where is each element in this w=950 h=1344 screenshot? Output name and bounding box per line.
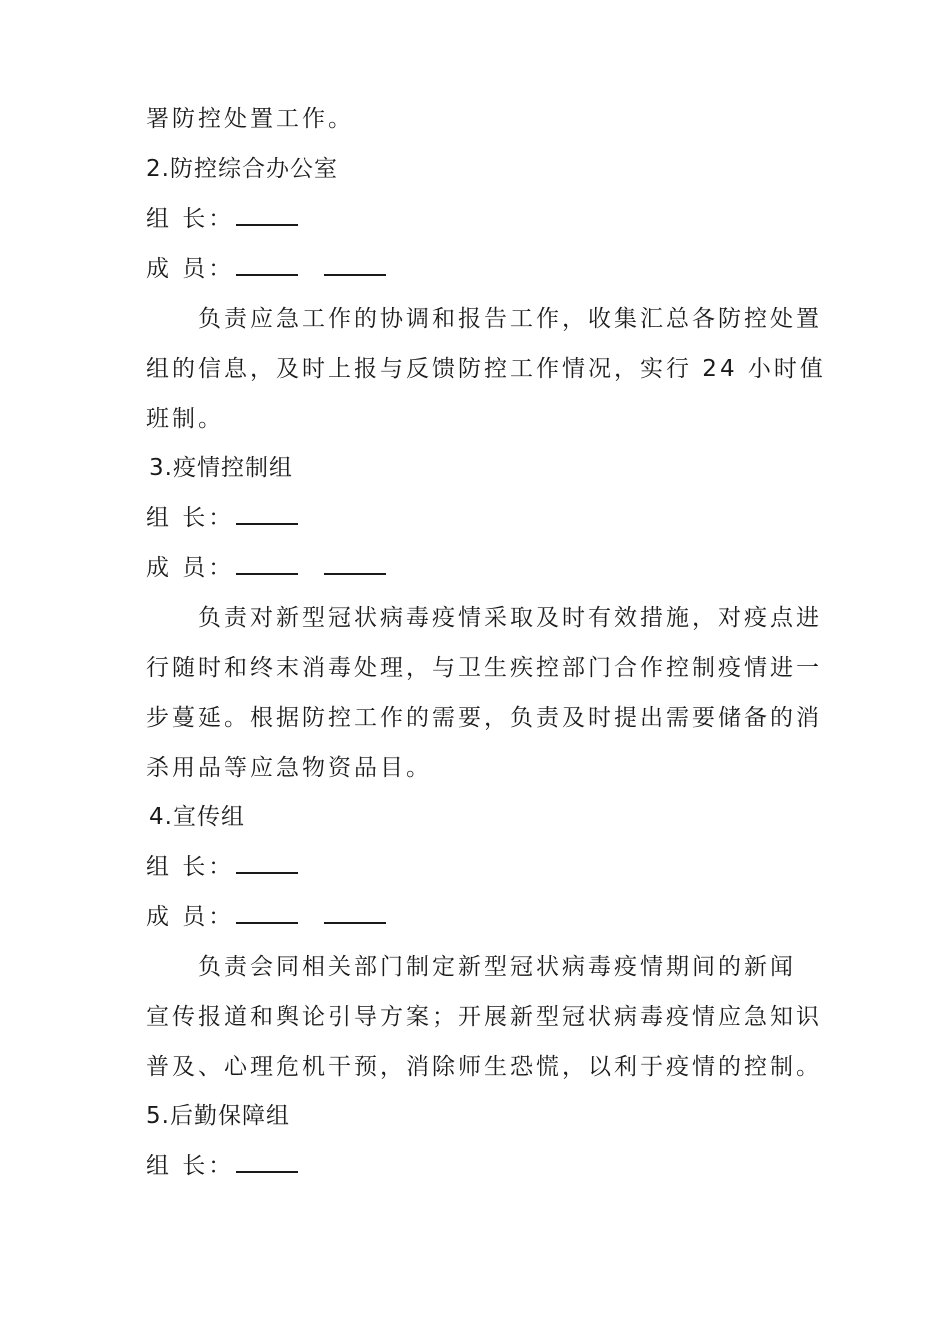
member-blank xyxy=(236,902,298,924)
leader-label: 组 长： xyxy=(146,854,235,880)
text-line: 行随时和终末消毒处理，与卫生疾控部门合作控制疫情进一 xyxy=(146,655,822,681)
text-line: 署防控处置工作。 xyxy=(146,106,354,132)
leader-line xyxy=(146,204,298,234)
section-heading-office xyxy=(146,154,338,184)
leader-blank xyxy=(236,1151,298,1173)
leader-line xyxy=(146,852,298,882)
leader-blank xyxy=(236,503,298,525)
members-line xyxy=(146,902,386,932)
section-heading-epidemic-control xyxy=(149,453,293,483)
heading-text: 2.防控综合办公室 xyxy=(146,156,338,182)
text-line: 负责会同相关部门制定新型冠状病毒疫情期间的新闻 xyxy=(198,954,796,980)
leader-line xyxy=(146,503,298,533)
text-line: 步蔓延。根据防控工作的需要，负责及时提出需要储备的消 xyxy=(146,705,822,731)
member-blank xyxy=(324,254,386,276)
members-label: 成 员： xyxy=(146,256,235,282)
paragraph-line xyxy=(146,653,822,683)
text-line: 负责对新型冠状病毒疫情采取及时有效措施，对疫点进 xyxy=(198,605,822,631)
paragraph-line xyxy=(146,354,826,384)
section-heading-publicity xyxy=(149,802,245,832)
paragraph-line xyxy=(146,703,822,733)
text-line: 班制。 xyxy=(146,406,224,432)
members-line xyxy=(146,553,386,583)
members-line xyxy=(146,254,386,284)
paragraph-line xyxy=(198,304,822,334)
leader-label: 组 长： xyxy=(146,1153,235,1179)
heading-text: 5.后勤保障组 xyxy=(146,1103,290,1129)
leader-label: 组 长： xyxy=(146,206,235,232)
members-label: 成 员： xyxy=(146,555,235,581)
text-line: 杀用品等应急物资品目。 xyxy=(146,755,432,781)
members-label: 成 员： xyxy=(146,904,235,930)
leader-blank xyxy=(236,852,298,874)
heading-text: 3.疫情控制组 xyxy=(149,455,293,481)
paragraph-line xyxy=(146,1002,822,1032)
member-blank xyxy=(236,254,298,276)
text-line: 组的信息，及时上报与反馈防控工作情况，实行 24 小时值 xyxy=(146,356,826,382)
leader-label: 组 长： xyxy=(146,505,235,531)
text-line: 负责应急工作的协调和报告工作，收集汇总各防控处置 xyxy=(198,306,822,332)
leader-line xyxy=(146,1151,298,1181)
member-blank xyxy=(324,902,386,924)
paragraph-line xyxy=(198,603,822,633)
heading-text: 4.宣传组 xyxy=(149,804,245,830)
text-line: 普及、心理危机干预，消除师生恐慌，以利于疫情的控制。 xyxy=(146,1054,822,1080)
paragraph-line xyxy=(146,1052,822,1082)
text-line: 宣传报道和舆论引导方案；开展新型冠状病毒疫情应急知识 xyxy=(146,1004,822,1030)
paragraph-line xyxy=(146,753,432,783)
member-blank xyxy=(236,553,298,575)
paragraph-line xyxy=(146,404,224,434)
paragraph-continuation xyxy=(146,104,354,134)
member-blank xyxy=(324,553,386,575)
leader-blank xyxy=(236,204,298,226)
section-heading-logistics xyxy=(146,1101,290,1131)
paragraph-line xyxy=(198,952,796,982)
